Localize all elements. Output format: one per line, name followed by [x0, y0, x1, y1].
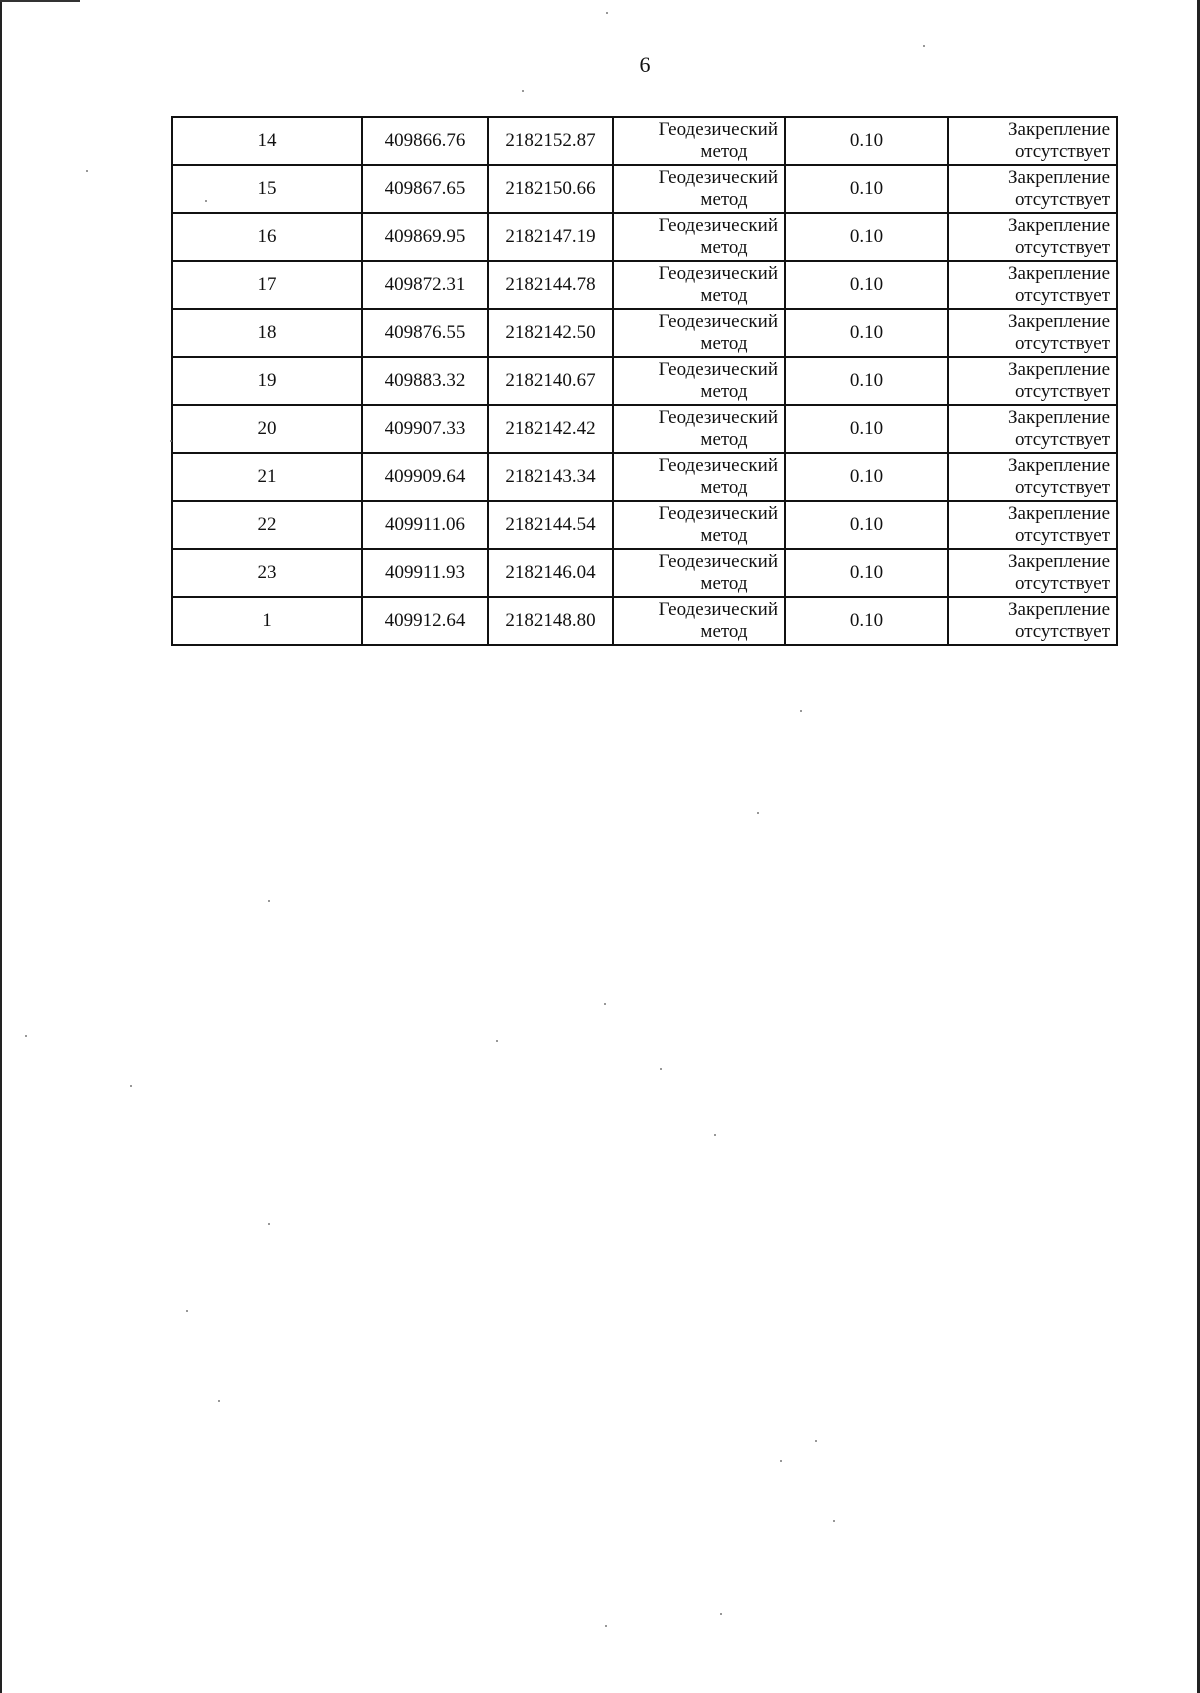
fixing-line1: Закрепление [1008, 119, 1110, 140]
point-number-cell: 1 [172, 597, 362, 645]
accuracy-cell: 0.10 [785, 453, 948, 501]
accuracy-cell: 0.10 [785, 261, 948, 309]
scan-speck [757, 812, 759, 814]
scan-speck [205, 200, 207, 202]
method-line2: метод [700, 477, 748, 498]
table-row [172, 357, 1117, 405]
accuracy-cell: 0.10 [785, 405, 948, 453]
fixing-cell [948, 549, 1117, 597]
point-number-cell: 22 [172, 501, 362, 549]
page-number: 6 [639, 52, 651, 77]
method-cell [613, 213, 785, 261]
method-cell [613, 165, 785, 213]
x-coordinate-cell: 409911.93 [362, 549, 488, 597]
method-cell [613, 453, 785, 501]
x-coordinate-cell: 409869.95 [362, 213, 488, 261]
method-line1: Геодезический [658, 551, 778, 572]
scan-speck [604, 1003, 606, 1005]
accuracy-cell: 0.10 [785, 309, 948, 357]
scan-speck [815, 1440, 817, 1442]
fixing-line2: отсутствует [1014, 333, 1110, 354]
fixing-line2: отсутствует [1014, 429, 1110, 450]
point-number-cell: 21 [172, 453, 362, 501]
table-row [172, 309, 1117, 357]
fixing-line1: Закрепление [1008, 407, 1110, 428]
point-number-cell: 15 [172, 165, 362, 213]
fixing-line1: Закрепление [1008, 263, 1110, 284]
method-line2: метод [700, 333, 748, 354]
table-row [172, 261, 1117, 309]
fixing-cell [948, 213, 1117, 261]
scan-speck [720, 1613, 722, 1615]
scan-speck [86, 170, 88, 172]
method-cell [613, 597, 785, 645]
method-line1: Геодезический [658, 407, 778, 428]
coordinates-table [171, 116, 1118, 646]
method-line2: метод [700, 141, 748, 162]
fixing-cell [948, 405, 1117, 453]
fixing-line2: отсутствует [1014, 141, 1110, 162]
fixing-line1: Закрепление [1008, 215, 1110, 236]
point-number-cell: 14 [172, 117, 362, 165]
point-number-cell: 16 [172, 213, 362, 261]
fixing-cell [948, 357, 1117, 405]
scan-speck [268, 1223, 270, 1225]
table-row [172, 213, 1117, 261]
x-coordinate-cell: 409876.55 [362, 309, 488, 357]
x-coordinate-cell: 409907.33 [362, 405, 488, 453]
x-coordinate-cell: 409867.65 [362, 165, 488, 213]
fixing-line1: Закрепление [1008, 599, 1110, 620]
point-number-cell: 20 [172, 405, 362, 453]
fixing-line2: отсутствует [1014, 381, 1110, 402]
fixing-cell [948, 453, 1117, 501]
y-coordinate-cell: 2182148.80 [488, 597, 613, 645]
accuracy-cell: 0.10 [785, 549, 948, 597]
accuracy-cell: 0.10 [785, 213, 948, 261]
point-number-cell: 17 [172, 261, 362, 309]
fixing-cell [948, 117, 1117, 165]
table-row [172, 405, 1117, 453]
y-coordinate-cell: 2182143.34 [488, 453, 613, 501]
y-coordinate-cell: 2182142.42 [488, 405, 613, 453]
scan-speck [660, 1068, 662, 1070]
fixing-line2: отсутствует [1014, 525, 1110, 546]
method-cell [613, 549, 785, 597]
method-line2: метод [700, 189, 748, 210]
scan-speck [25, 1035, 27, 1037]
x-coordinate-cell: 409911.06 [362, 501, 488, 549]
y-coordinate-cell: 2182144.54 [488, 501, 613, 549]
fixing-line1: Закрепление [1008, 167, 1110, 188]
fixing-cell [948, 165, 1117, 213]
scan-speck [833, 1520, 835, 1522]
fixing-cell [948, 309, 1117, 357]
scan-speck [800, 710, 802, 712]
y-coordinate-cell: 2182144.78 [488, 261, 613, 309]
x-coordinate-cell: 409912.64 [362, 597, 488, 645]
x-coordinate-cell: 409872.31 [362, 261, 488, 309]
fixing-line1: Закрепление [1008, 455, 1110, 476]
method-line2: метод [700, 573, 748, 594]
scan-speck [780, 1460, 782, 1462]
scan-speck [605, 1625, 607, 1627]
fixing-cell [948, 261, 1117, 309]
scan-edge-top [0, 0, 80, 2]
coordinates-table-body [172, 117, 1117, 645]
fixing-line2: отсутствует [1014, 189, 1110, 210]
method-cell [613, 405, 785, 453]
table-row [172, 165, 1117, 213]
method-line1: Геодезический [658, 359, 778, 380]
scan-speck [522, 90, 524, 92]
scan-speck [923, 45, 925, 47]
fixing-cell [948, 501, 1117, 549]
method-cell [613, 501, 785, 549]
method-line1: Геодезический [658, 119, 778, 140]
fixing-line2: отсутствует [1014, 477, 1110, 498]
method-line1: Геодезический [658, 455, 778, 476]
method-line1: Геодезический [658, 599, 778, 620]
point-number-cell: 19 [172, 357, 362, 405]
method-line2: метод [700, 381, 748, 402]
method-line2: метод [700, 237, 748, 258]
x-coordinate-cell: 409866.76 [362, 117, 488, 165]
x-coordinate-cell: 409909.64 [362, 453, 488, 501]
fixing-line2: отсутствует [1014, 621, 1110, 642]
fixing-line2: отсутствует [1014, 237, 1110, 258]
method-line2: метод [700, 621, 748, 642]
fixing-line1: Закрепление [1008, 359, 1110, 380]
scan-speck [186, 1310, 188, 1312]
table-row [172, 597, 1117, 645]
point-number-cell: 18 [172, 309, 362, 357]
method-line1: Геодезический [658, 215, 778, 236]
scan-speck [714, 1134, 716, 1136]
accuracy-cell: 0.10 [785, 165, 948, 213]
method-cell [613, 309, 785, 357]
table-row [172, 501, 1117, 549]
scan-speck [218, 1400, 220, 1402]
accuracy-cell: 0.10 [785, 357, 948, 405]
fixing-line1: Закрепление [1008, 551, 1110, 572]
x-coordinate-cell: 409883.32 [362, 357, 488, 405]
fixing-line2: отсутствует [1014, 285, 1110, 306]
accuracy-cell: 0.10 [785, 117, 948, 165]
y-coordinate-cell: 2182140.67 [488, 357, 613, 405]
fixing-line1: Закрепление [1008, 311, 1110, 332]
accuracy-cell: 0.10 [785, 501, 948, 549]
y-coordinate-cell: 2182147.19 [488, 213, 613, 261]
scan-speck [130, 1085, 132, 1087]
table-row [172, 549, 1117, 597]
scan-speck [496, 1040, 498, 1042]
method-line2: метод [700, 429, 748, 450]
table-row [172, 453, 1117, 501]
scan-speck [606, 12, 608, 14]
method-line1: Геодезический [658, 311, 778, 332]
table-row [172, 117, 1117, 165]
y-coordinate-cell: 2182146.04 [488, 549, 613, 597]
fixing-line2: отсутствует [1014, 573, 1110, 594]
y-coordinate-cell: 2182142.50 [488, 309, 613, 357]
accuracy-cell: 0.10 [785, 597, 948, 645]
scan-speck [268, 900, 270, 902]
method-cell [613, 261, 785, 309]
method-line2: метод [700, 285, 748, 306]
method-line2: метод [700, 525, 748, 546]
y-coordinate-cell: 2182152.87 [488, 117, 613, 165]
method-line1: Геодезический [658, 263, 778, 284]
scan-speck [170, 440, 172, 442]
point-number-cell: 23 [172, 549, 362, 597]
method-cell [613, 117, 785, 165]
method-cell [613, 357, 785, 405]
y-coordinate-cell: 2182150.66 [488, 165, 613, 213]
method-line1: Геодезический [658, 503, 778, 524]
method-line1: Геодезический [658, 167, 778, 188]
fixing-line1: Закрепление [1008, 503, 1110, 524]
scan-edge-left [0, 0, 2, 1693]
fixing-cell [948, 597, 1117, 645]
